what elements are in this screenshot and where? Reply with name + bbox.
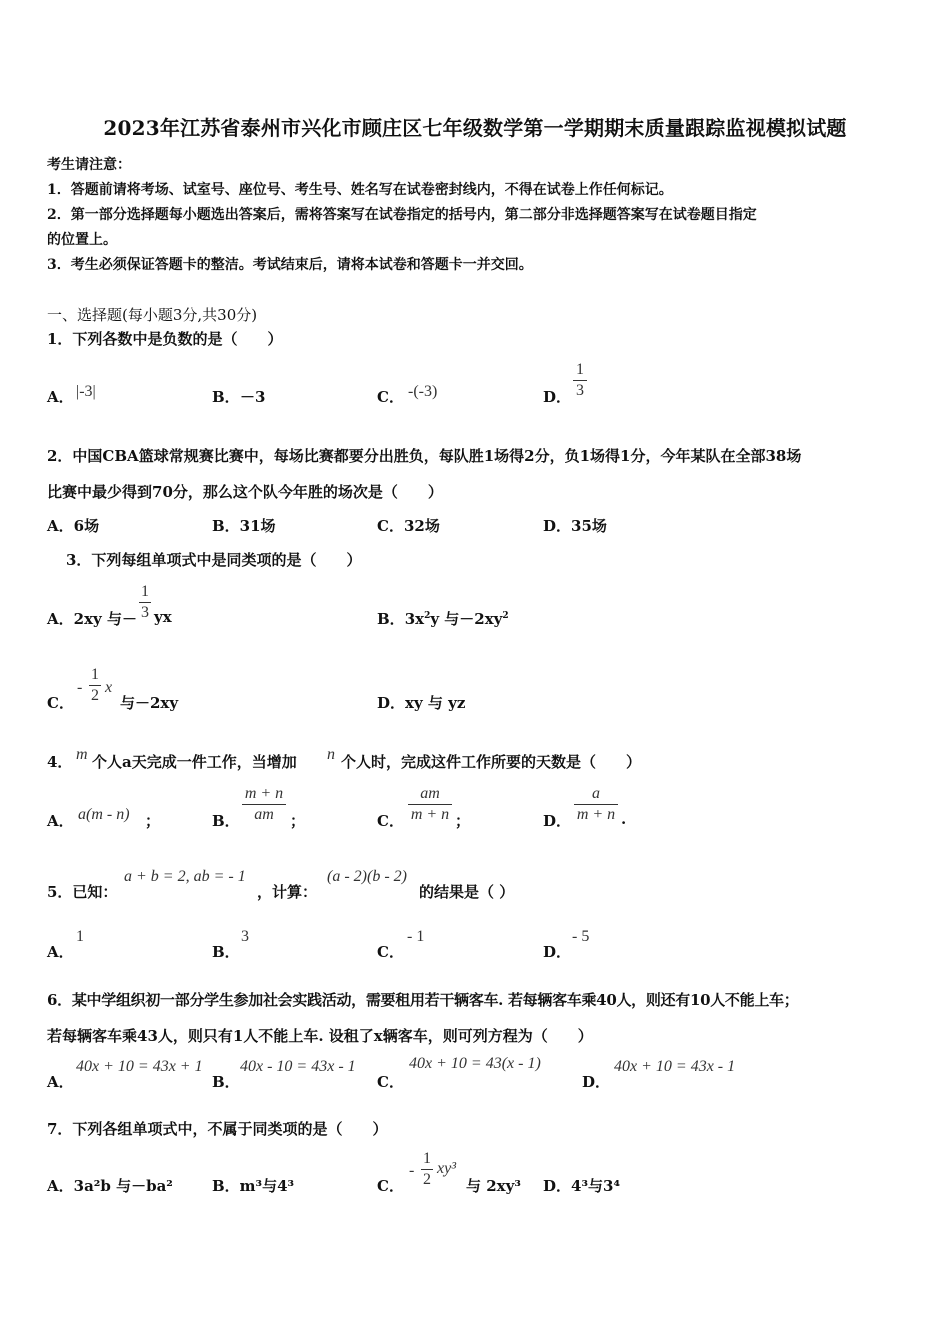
q1-option-d-fraction bbox=[573, 361, 587, 400]
q2-stem-line1: 2．中国CBA篮球常规赛比赛中，每场比赛都要分出胜负，每队胜1场得2分，负1场得1分，今年某队在全部38场 bbox=[47, 447, 802, 465]
q6-stem-line1: 6．某中学组织初一部分学生参加社会实践活动，需要租用若干辆客车. 若每辆客车乘40人，则还有10人不能上车； bbox=[47, 991, 799, 1009]
q2-option-d: D．35场 bbox=[543, 517, 607, 535]
q1-label-c: C． bbox=[377, 388, 404, 406]
fraction-numerator: 1 bbox=[576, 361, 584, 378]
q2-option-c: C．32场 bbox=[377, 517, 440, 535]
page-title: 2023年江苏省泰州市兴化市顾庄区七年级数学第一学期期末质量跟踪监视模拟试题 bbox=[103, 116, 847, 140]
q7-option-c-fraction bbox=[421, 1150, 433, 1189]
q1-option-a: |-3| bbox=[76, 383, 96, 400]
q3-label-c: C． bbox=[47, 694, 74, 712]
q4-stem-prefix: 4． bbox=[47, 753, 73, 771]
q6-option-b: 40x - 10 = 43x - 1 bbox=[240, 1058, 356, 1075]
notice-heading: 考生请注意： bbox=[47, 157, 131, 173]
q7-c-suffix: 与 2xy³ bbox=[466, 1177, 521, 1195]
notice-item-2: 2．第一部分选择题每小题选出答案后，需将答案写在试卷指定的括号内，第二部分非选择题答案写在试卷题目指定 bbox=[47, 207, 757, 223]
q3-b-term1: 3x bbox=[404, 610, 425, 628]
q7-stem: 7．下列各组单项式中，不属于同类项的是（ ） bbox=[47, 1120, 388, 1138]
fraction-numerator: a bbox=[592, 785, 600, 802]
q6-stem-line2: 若每辆客车乘43人，则只有1人不能上车. 设租了x辆客车，则可列方程为（ ） bbox=[47, 1027, 593, 1045]
q4-label-a: A． bbox=[47, 812, 74, 830]
q6-label-c: C． bbox=[377, 1073, 404, 1091]
q3-option-d: D．xy 与 yz bbox=[377, 694, 466, 712]
q4-b-tail: ； bbox=[290, 812, 306, 830]
q1-option-b: －3 bbox=[240, 388, 266, 406]
q5-label-a: A． bbox=[47, 943, 74, 961]
q3-stem: 3．下列每组单项式中是同类项的是（ ） bbox=[66, 551, 362, 569]
fraction-denominator: m + n bbox=[576, 806, 616, 823]
q3-c-suffix: 与－2xy bbox=[120, 694, 179, 712]
q4-var-m: m bbox=[76, 746, 88, 763]
q1-option-c: -(-3) bbox=[408, 383, 438, 400]
fraction-denominator: 3 bbox=[576, 382, 584, 399]
q3-option-c-fraction bbox=[89, 666, 101, 705]
q6-label-d: D． bbox=[582, 1073, 611, 1091]
q5-stem-suffix: 的结果是（ ） bbox=[419, 883, 515, 901]
q4-option-c-fraction bbox=[408, 785, 452, 824]
q3-option-b bbox=[377, 608, 509, 629]
q4-a-tail: ； bbox=[145, 812, 161, 830]
q7-option-d: D．4³与3⁴ bbox=[543, 1177, 621, 1195]
q5-option-d: - 5 bbox=[572, 928, 590, 945]
q7-c-sign: - bbox=[409, 1162, 415, 1179]
fraction-numerator: am bbox=[420, 785, 440, 802]
q2-option-a: A．6场 bbox=[47, 517, 100, 535]
q4-stem-mid: 个人a天完成一件工作，当增加 bbox=[92, 753, 297, 771]
q6-option-a: 40x + 10 = 43x + 1 bbox=[76, 1058, 203, 1075]
q5-expression: (a - 2)(b - 2) bbox=[327, 868, 407, 885]
q1-label-a: A． bbox=[47, 388, 74, 406]
fraction-denominator: am bbox=[254, 806, 274, 823]
q4-option-d-fraction bbox=[574, 785, 618, 824]
q3-label-b: B． bbox=[377, 610, 405, 628]
q5-stem-mid: ，计算： bbox=[257, 883, 318, 901]
q7-label-c: C． bbox=[377, 1177, 404, 1195]
q4-label-b: B． bbox=[212, 812, 240, 830]
q5-option-c: - 1 bbox=[407, 928, 425, 945]
q3-option-a-prefix: A．2xy 与－ bbox=[47, 610, 137, 628]
q3-option-a-suffix: yx bbox=[154, 608, 172, 626]
fraction-denominator: 2 bbox=[91, 687, 99, 704]
section-heading: 一、选择题(每小题3分,共30分) bbox=[47, 306, 258, 324]
notice-item-3: 3．考生必须保证答题卡的整洁。考试结束后，请将本试卷和答题卡一并交回。 bbox=[47, 257, 533, 273]
q7-c-var: xy³ bbox=[437, 1160, 456, 1177]
q5-label-b: B． bbox=[212, 943, 240, 961]
q6-option-c: 40x + 10 = 43(x - 1) bbox=[409, 1055, 541, 1072]
fraction-numerator: m + n bbox=[244, 785, 284, 802]
fraction-denominator: 3 bbox=[141, 604, 149, 621]
notice-item-1: 1．答题前请将考场、试室号、座位号、考生号、姓名写在试卷密封线内，不得在试卷上作任何标记。 bbox=[47, 182, 673, 198]
q5-label-c: C． bbox=[377, 943, 404, 961]
fraction-numerator: 1 bbox=[141, 583, 149, 600]
fraction-numerator: 1 bbox=[91, 666, 99, 683]
q6-label-a: A． bbox=[47, 1073, 74, 1091]
q2-option-b: B．31场 bbox=[212, 517, 276, 535]
q5-option-a: 1 bbox=[76, 928, 84, 945]
q3-c-sign: - bbox=[77, 679, 83, 696]
q6-option-d: 40x + 10 = 43x - 1 bbox=[614, 1058, 736, 1075]
q4-c-tail: ； bbox=[455, 812, 471, 830]
q5-label-d: D． bbox=[543, 943, 572, 961]
q3-b-exp1: 2 bbox=[424, 611, 431, 621]
q1-label-d: D． bbox=[543, 388, 572, 406]
q5-stem-prefix: 5．已知： bbox=[47, 883, 118, 901]
q4-d-tail: . bbox=[621, 810, 627, 828]
q1-stem: 1．下列各数中是负数的是（ ） bbox=[47, 330, 283, 348]
fraction-numerator: 1 bbox=[423, 1150, 431, 1167]
q3-option-a-fraction bbox=[139, 583, 151, 622]
notice-item-2-cont: 的位置上。 bbox=[47, 232, 117, 248]
q3-b-exp2: 2 bbox=[502, 611, 509, 621]
q1-label-b: B． bbox=[212, 388, 240, 406]
q4-option-a: a(m - n) bbox=[78, 806, 130, 823]
q4-var-n: n bbox=[327, 746, 335, 763]
q7-option-a: A．3a²b 与－ba² bbox=[47, 1177, 173, 1195]
q4-label-d: D． bbox=[543, 812, 572, 830]
q4-label-c: C． bbox=[377, 812, 404, 830]
q5-option-b: 3 bbox=[241, 928, 249, 945]
q4-option-b-fraction bbox=[242, 785, 286, 824]
q4-stem-suffix: 个人时，完成这件工作所要的天数是（ ） bbox=[341, 753, 642, 771]
q3-c-var: x bbox=[105, 679, 113, 696]
q5-condition: a + b = 2, ab = - 1 bbox=[124, 868, 246, 885]
q2-stem-line2: 比赛中最少得到70分，那么这个队今年胜的场次是（ ） bbox=[47, 483, 443, 501]
fraction-denominator: m + n bbox=[410, 806, 450, 823]
fraction-denominator: 2 bbox=[423, 1171, 431, 1188]
q7-option-b: B．m³与4³ bbox=[212, 1177, 295, 1195]
q6-label-b: B． bbox=[212, 1073, 240, 1091]
q3-b-term2: y 与－2xy bbox=[430, 610, 503, 628]
